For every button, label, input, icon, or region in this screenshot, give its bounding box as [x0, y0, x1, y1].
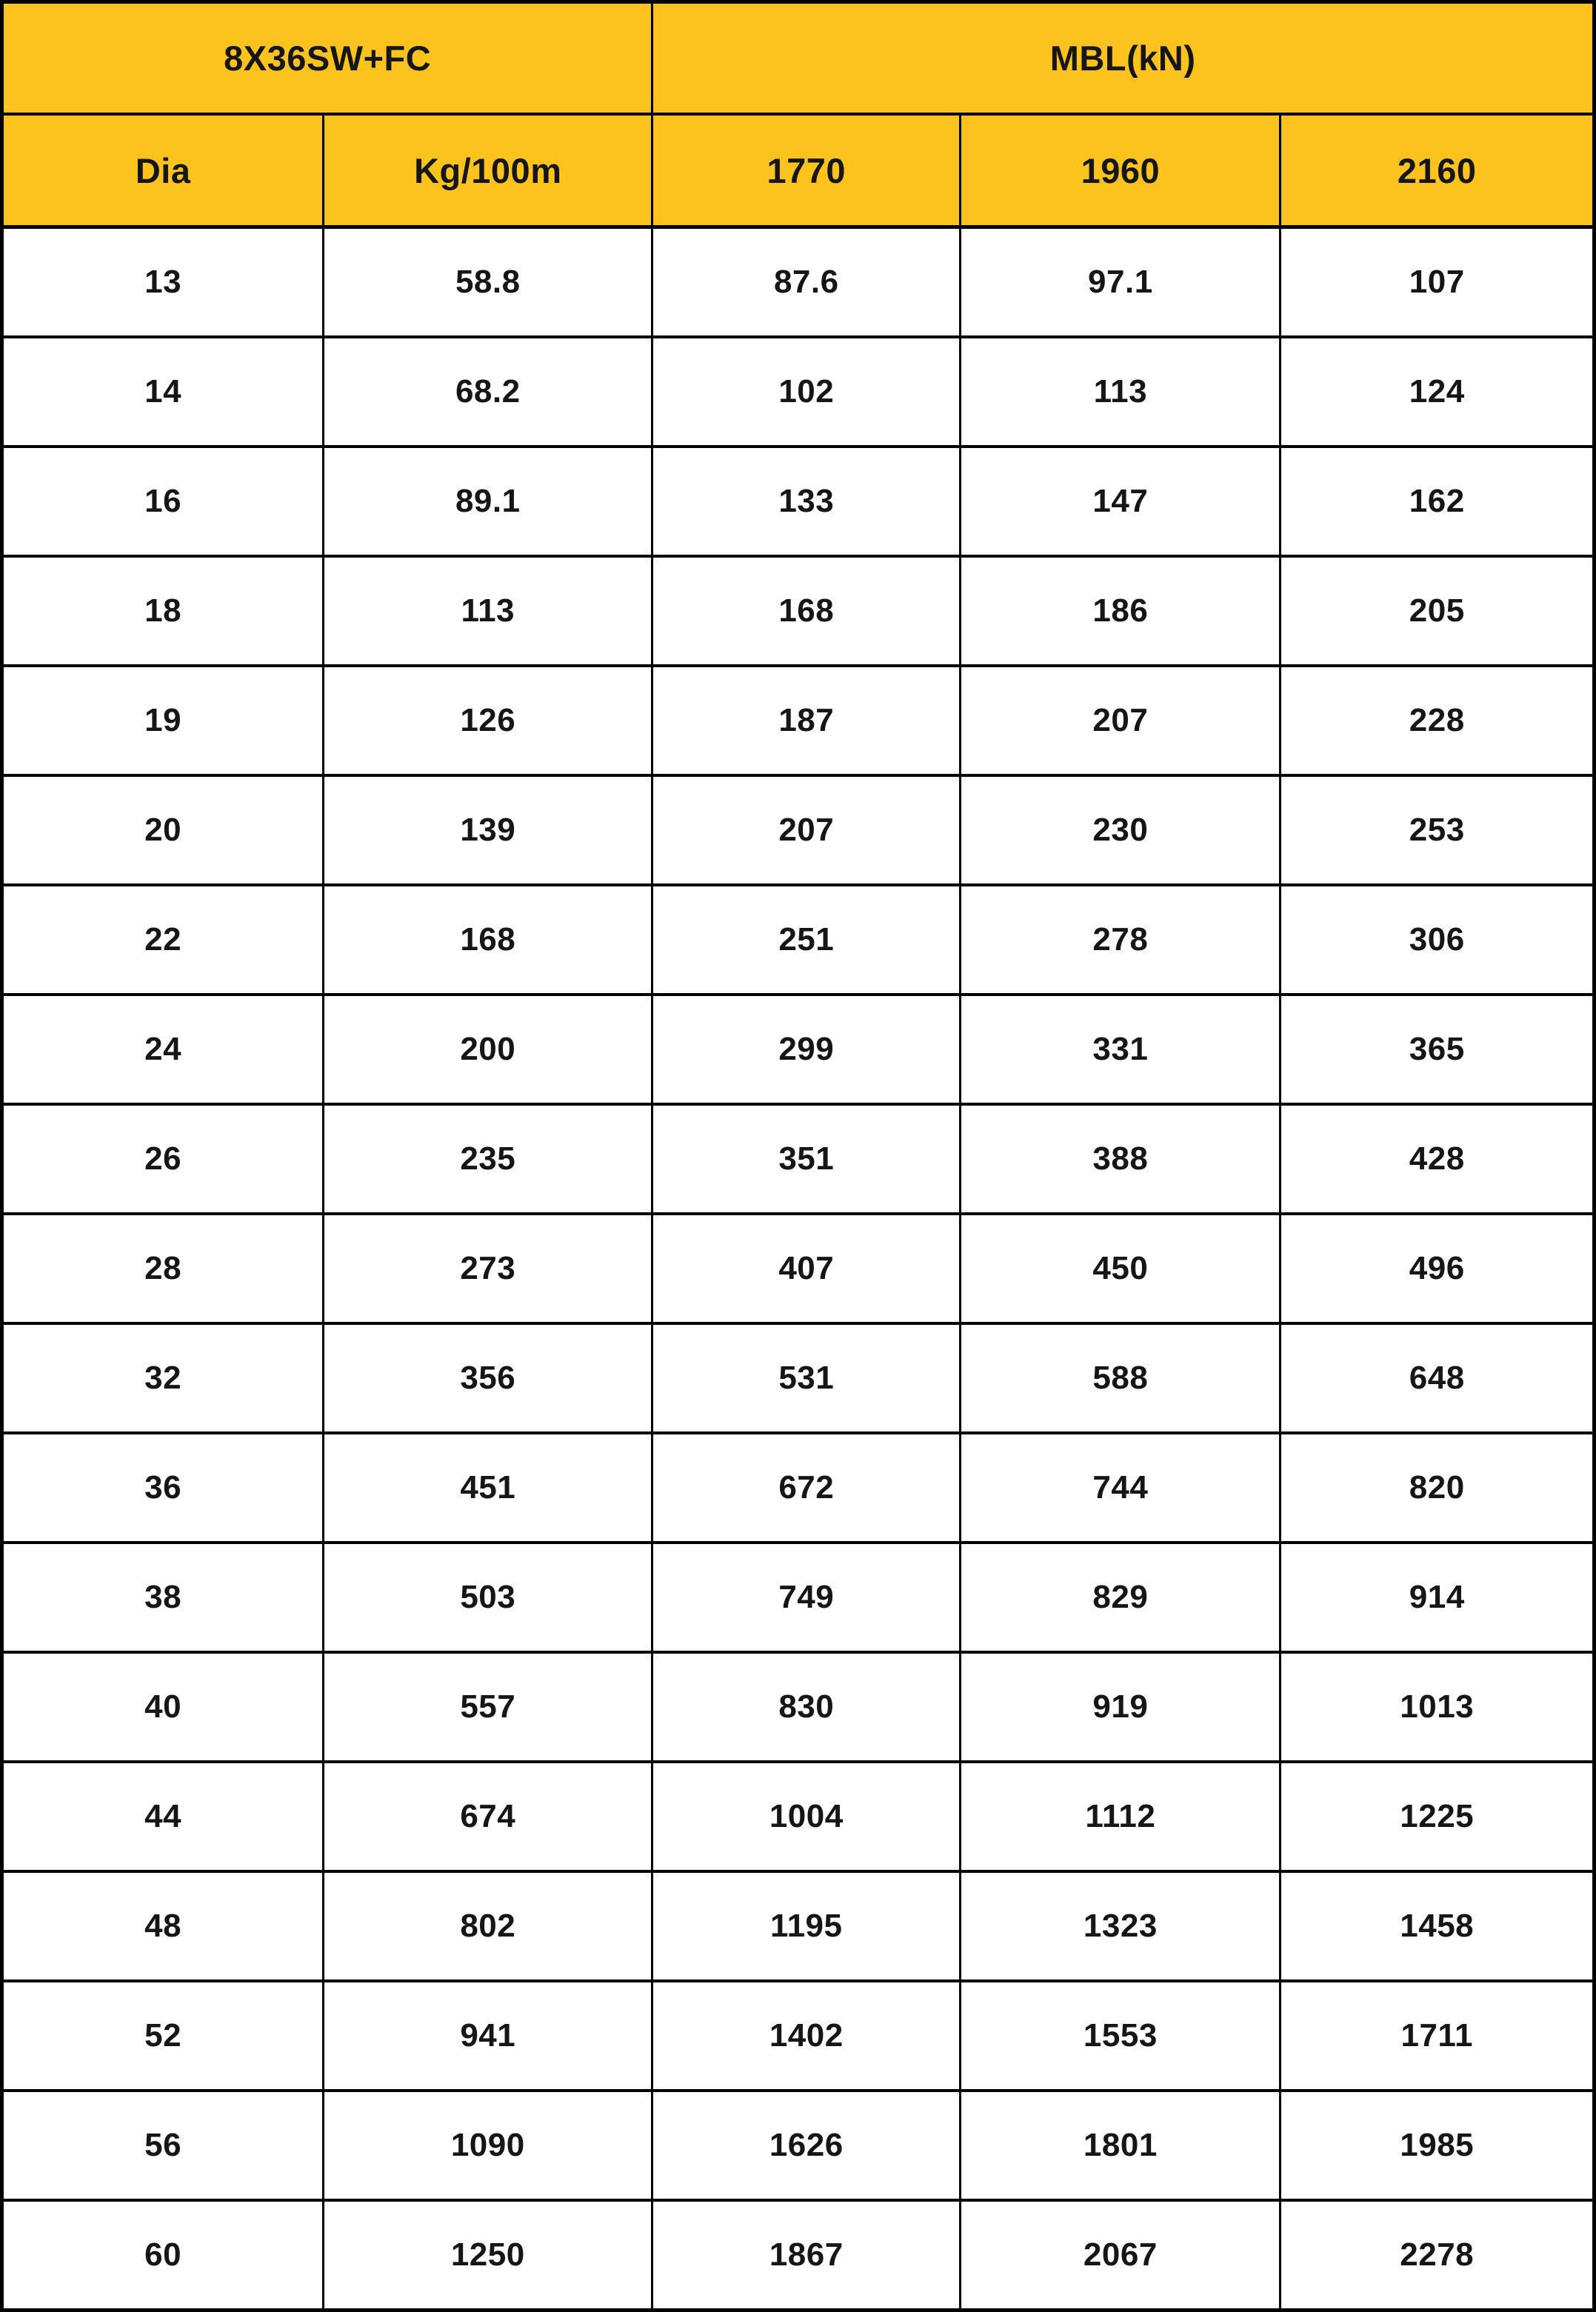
column-header-2160: 2160 — [1281, 114, 1595, 227]
table-row — [2, 1433, 1595, 1543]
table-row — [2, 447, 1595, 556]
cell-mbl-1960: 186 — [961, 556, 1281, 666]
column-header-dia: Dia — [2, 114, 324, 227]
cell-mbl-1770: 407 — [652, 1214, 961, 1323]
cell-mbl-1960: 1553 — [961, 1981, 1281, 2091]
cell-dia: 40 — [2, 1652, 324, 1762]
cell-kg: 200 — [324, 995, 652, 1104]
cell-mbl-2160: 162 — [1281, 447, 1595, 556]
cell-dia: 60 — [2, 2200, 324, 2311]
cell-mbl-1960: 1801 — [961, 2091, 1281, 2200]
cell-mbl-1770: 672 — [652, 1433, 961, 1543]
cell-mbl-1960: 331 — [961, 995, 1281, 1104]
cell-mbl-1770: 1867 — [652, 2200, 961, 2311]
cell-mbl-1770: 1004 — [652, 1762, 961, 1871]
cell-mbl-1960: 1112 — [961, 1762, 1281, 1871]
cell-mbl-1960: 147 — [961, 447, 1281, 556]
cell-kg: 674 — [324, 1762, 652, 1871]
table-row — [2, 337, 1595, 447]
cell-dia: 14 — [2, 337, 324, 447]
cell-mbl-1960: 744 — [961, 1433, 1281, 1543]
cell-dia: 26 — [2, 1104, 324, 1214]
cell-mbl-1770: 187 — [652, 666, 961, 775]
cell-kg: 113 — [324, 556, 652, 666]
table-row — [2, 1104, 1595, 1214]
table-row — [2, 1214, 1595, 1323]
cell-mbl-1960: 278 — [961, 885, 1281, 995]
cell-mbl-2160: 1225 — [1281, 1762, 1595, 1871]
cell-mbl-1770: 133 — [652, 447, 961, 556]
table-row — [2, 1323, 1595, 1433]
cell-mbl-1770: 87.6 — [652, 227, 961, 338]
header-group-row — [2, 2, 1595, 115]
table-header — [2, 2, 1595, 227]
column-header-1770: 1770 — [652, 114, 961, 227]
table-row — [2, 1981, 1595, 2091]
cell-mbl-1960: 207 — [961, 666, 1281, 775]
cell-mbl-2160: 107 — [1281, 227, 1595, 338]
cell-kg: 139 — [324, 775, 652, 885]
cell-kg: 89.1 — [324, 447, 652, 556]
cell-mbl-1770: 102 — [652, 337, 961, 447]
cell-mbl-2160: 1458 — [1281, 1871, 1595, 1981]
cell-dia: 24 — [2, 995, 324, 1104]
table-row — [2, 556, 1595, 666]
table-row — [2, 666, 1595, 775]
cell-kg: 235 — [324, 1104, 652, 1214]
cell-dia: 19 — [2, 666, 324, 775]
cell-mbl-2160: 1711 — [1281, 1981, 1595, 2091]
cell-mbl-2160: 496 — [1281, 1214, 1595, 1323]
cell-mbl-2160: 228 — [1281, 666, 1595, 775]
cell-dia: 20 — [2, 775, 324, 885]
table-row — [2, 1543, 1595, 1652]
cell-mbl-1770: 749 — [652, 1543, 961, 1652]
cell-mbl-2160: 306 — [1281, 885, 1595, 995]
table-row — [2, 227, 1595, 338]
cell-mbl-1770: 251 — [652, 885, 961, 995]
cell-mbl-1960: 919 — [961, 1652, 1281, 1762]
cell-mbl-1770: 299 — [652, 995, 961, 1104]
cell-dia: 36 — [2, 1433, 324, 1543]
table-row — [2, 775, 1595, 885]
cell-mbl-2160: 914 — [1281, 1543, 1595, 1652]
cell-kg: 1090 — [324, 2091, 652, 2200]
table-row — [2, 995, 1595, 1104]
cell-kg: 941 — [324, 1981, 652, 2091]
cell-dia: 18 — [2, 556, 324, 666]
cell-kg: 451 — [324, 1433, 652, 1543]
cell-kg: 802 — [324, 1871, 652, 1981]
cell-mbl-1770: 1195 — [652, 1871, 961, 1981]
cell-dia: 28 — [2, 1214, 324, 1323]
table-row — [2, 2091, 1595, 2200]
cell-kg: 126 — [324, 666, 652, 775]
cell-dia: 22 — [2, 885, 324, 995]
cell-mbl-2160: 253 — [1281, 775, 1595, 885]
cell-mbl-2160: 820 — [1281, 1433, 1595, 1543]
cell-dia: 56 — [2, 2091, 324, 2200]
table-row — [2, 1652, 1595, 1762]
cell-mbl-2160: 2278 — [1281, 2200, 1595, 2311]
cell-mbl-2160: 124 — [1281, 337, 1595, 447]
product-header: 8X36SW+FC — [2, 2, 652, 115]
cell-kg: 58.8 — [324, 227, 652, 338]
cell-mbl-1960: 388 — [961, 1104, 1281, 1214]
cell-mbl-2160: 365 — [1281, 995, 1595, 1104]
column-header-kg-per-100m: Kg/100m — [324, 114, 652, 227]
cell-mbl-1770: 168 — [652, 556, 961, 666]
cell-mbl-1960: 230 — [961, 775, 1281, 885]
cell-mbl-1960: 588 — [961, 1323, 1281, 1433]
cell-kg: 557 — [324, 1652, 652, 1762]
cell-mbl-1770: 531 — [652, 1323, 961, 1433]
cell-mbl-2160: 1013 — [1281, 1652, 1595, 1762]
mbl-header: MBL(kN) — [652, 2, 1595, 115]
cell-mbl-2160: 205 — [1281, 556, 1595, 666]
table-row — [2, 1762, 1595, 1871]
cell-mbl-1770: 207 — [652, 775, 961, 885]
cell-dia: 32 — [2, 1323, 324, 1433]
cell-dia: 48 — [2, 1871, 324, 1981]
cell-dia: 52 — [2, 1981, 324, 2091]
table-row — [2, 2200, 1595, 2311]
cell-mbl-1770: 1626 — [652, 2091, 961, 2200]
cell-dia: 38 — [2, 1543, 324, 1652]
cell-kg: 503 — [324, 1543, 652, 1652]
cell-mbl-1770: 351 — [652, 1104, 961, 1214]
cell-mbl-2160: 1985 — [1281, 2091, 1595, 2200]
table-row — [2, 885, 1595, 995]
cell-kg: 273 — [324, 1214, 652, 1323]
column-header-1960: 1960 — [961, 114, 1281, 227]
cell-mbl-1960: 829 — [961, 1543, 1281, 1652]
cell-mbl-2160: 428 — [1281, 1104, 1595, 1214]
table-row — [2, 1871, 1595, 1981]
cell-dia: 16 — [2, 447, 324, 556]
cell-mbl-1960: 97.1 — [961, 227, 1281, 338]
cell-dia: 44 — [2, 1762, 324, 1871]
cell-dia: 13 — [2, 227, 324, 338]
cell-kg: 356 — [324, 1323, 652, 1433]
cell-kg: 68.2 — [324, 337, 652, 447]
cell-mbl-1770: 830 — [652, 1652, 961, 1762]
cell-mbl-1960: 2067 — [961, 2200, 1281, 2311]
cell-mbl-1960: 450 — [961, 1214, 1281, 1323]
column-header-row — [2, 114, 1595, 227]
cell-mbl-1960: 1323 — [961, 1871, 1281, 1981]
cell-mbl-2160: 648 — [1281, 1323, 1595, 1433]
cell-kg: 1250 — [324, 2200, 652, 2311]
cell-mbl-1960: 113 — [961, 337, 1281, 447]
cell-mbl-1770: 1402 — [652, 1981, 961, 2091]
table-body — [2, 227, 1595, 2311]
cell-kg: 168 — [324, 885, 652, 995]
